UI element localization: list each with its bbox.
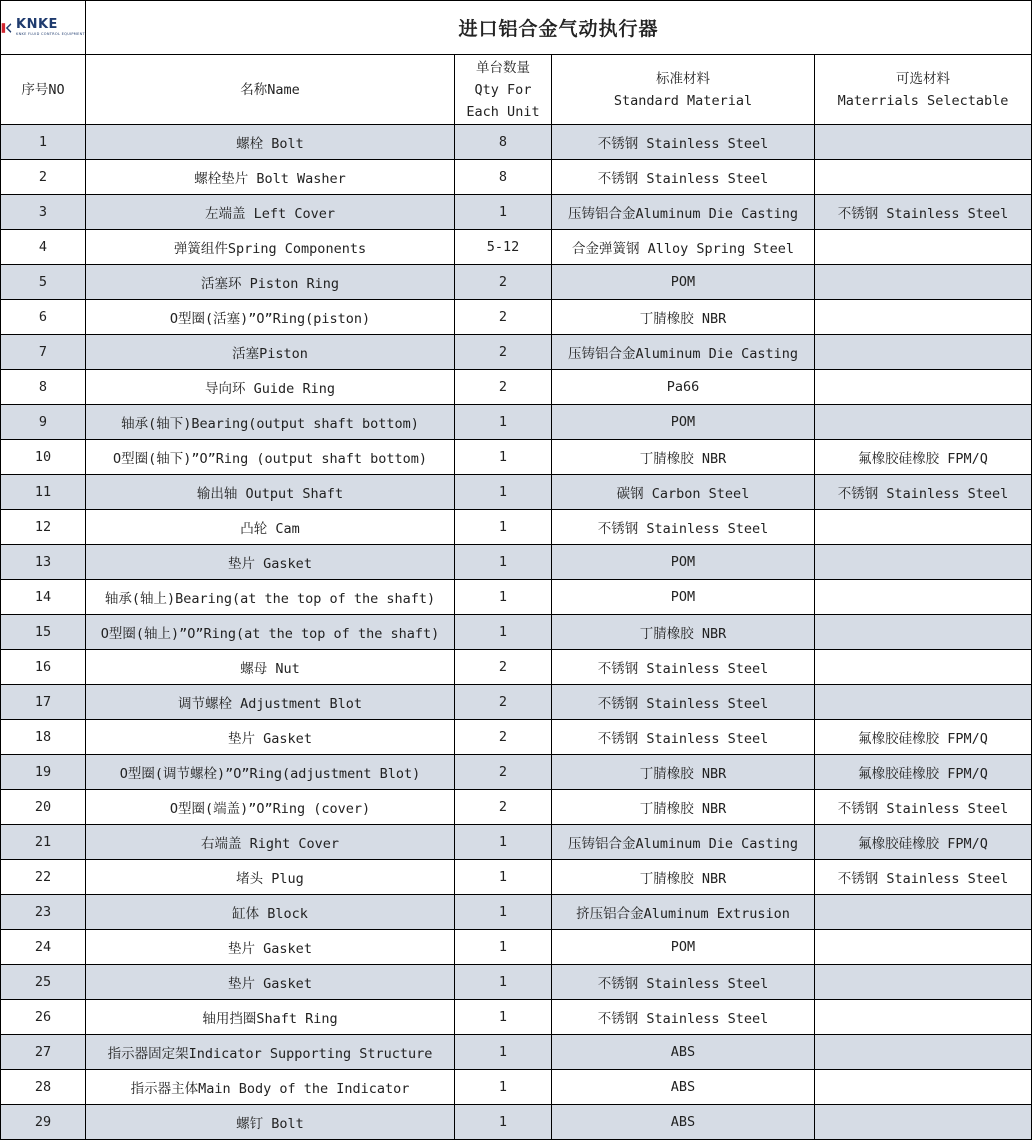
cell-optional-material [815,1105,1032,1140]
knke-logo-icon [1,20,12,36]
cell-no: 1 [1,125,86,160]
cell-standard-material: 碳钢 Carbon Steel [552,475,815,510]
table-row [1,440,1032,475]
cell-name: 活塞环 Piston Ring [86,265,455,300]
cell-standard-material: 不锈钢 Stainless Steel [552,160,815,195]
cell-qty: 1 [455,860,552,895]
cell-standard-material: ABS [552,1105,815,1140]
table-row [1,615,1032,650]
cell-no: 28 [1,1070,86,1105]
cell-optional-material [815,1000,1032,1035]
cell-qty: 5-12 [455,230,552,265]
cell-optional-material [815,300,1032,335]
cell-standard-material: POM [552,580,815,615]
cell-standard-material: 不锈钢 Stainless Steel [552,685,815,720]
cell-qty: 2 [455,790,552,825]
cell-qty: 8 [455,160,552,195]
table-row [1,685,1032,720]
cell-no: 13 [1,545,86,580]
cell-qty: 1 [455,580,552,615]
cell-optional-material: 氟橡胶硅橡胶 FPM/Q [815,755,1032,790]
table-row [1,510,1032,545]
logo-word: KNKE [16,17,58,33]
cell-no: 27 [1,1035,86,1070]
cell-no: 29 [1,1105,86,1140]
cell-standard-material: 不锈钢 Stainless Steel [552,650,815,685]
cell-optional-material [815,265,1032,300]
cell-optional-material [815,335,1032,370]
cell-no: 7 [1,335,86,370]
cell-no: 18 [1,720,86,755]
cell-standard-material: POM [552,265,815,300]
cell-name: 堵头 Plug [86,860,455,895]
table-row [1,650,1032,685]
knke-logo [1,18,85,37]
cell-qty: 1 [455,825,552,860]
cell-no: 4 [1,230,86,265]
cell-standard-material: ABS [552,1070,815,1105]
table-row [1,965,1032,1000]
header-standard-material [552,55,815,125]
cell-name: 螺钉 Bolt [86,1105,455,1140]
table-row [1,265,1032,300]
cell-name: 轴承(轴下)Bearing(output shaft bottom) [86,405,455,440]
cell-no: 9 [1,405,86,440]
cell-standard-material: POM [552,545,815,580]
table-row [1,475,1032,510]
header-opt-cn: 可选材料 [896,70,950,87]
cell-standard-material: 不锈钢 Stainless Steel [552,965,815,1000]
cell-name: 右端盖 Right Cover [86,825,455,860]
cell-name: 活塞Piston [86,335,455,370]
cell-qty: 1 [455,440,552,475]
cell-standard-material: POM [552,930,815,965]
cell-standard-material: 不锈钢 Stainless Steel [552,720,815,755]
table-row [1,860,1032,895]
cell-no: 14 [1,580,86,615]
cell-name: 螺栓垫片 Bolt Washer [86,160,455,195]
cell-no: 26 [1,1000,86,1035]
table-row [1,790,1032,825]
cell-qty: 2 [455,755,552,790]
cell-optional-material [815,405,1032,440]
table-row [1,720,1032,755]
cell-no: 15 [1,615,86,650]
cell-standard-material: 丁腈橡胶 NBR [552,440,815,475]
header-std-en: Standard Material [613,92,753,109]
cell-qty: 2 [455,650,552,685]
cell-standard-material: 压铸铝合金Aluminum Die Casting [552,825,815,860]
cell-standard-material: 压铸铝合金Aluminum Die Casting [552,335,815,370]
table-row [1,405,1032,440]
header-no: 序号NO [1,55,86,125]
cell-qty: 1 [455,1105,552,1140]
cell-name: 螺栓 Bolt [86,125,455,160]
cell-no: 11 [1,475,86,510]
table-row [1,825,1032,860]
cell-name: 凸轮 Cam [86,510,455,545]
cell-optional-material [815,230,1032,265]
table-row [1,1000,1032,1035]
cell-standard-material: 不锈钢 Stainless Steel [552,1000,815,1035]
cell-no: 20 [1,790,86,825]
cell-optional-material [815,685,1032,720]
cell-optional-material: 不锈钢 Stainless Steel [815,195,1032,230]
cell-optional-material: 不锈钢 Stainless Steel [815,475,1032,510]
header-std-cn: 标准材料 [656,70,710,87]
cell-qty: 1 [455,405,552,440]
table-row [1,1070,1032,1105]
cell-standard-material: 不锈钢 Stainless Steel [552,510,815,545]
cell-name: O型圈(轴上)”O”Ring(at the top of the shaft) [86,615,455,650]
cell-qty: 1 [455,1070,552,1105]
cell-qty: 2 [455,685,552,720]
table-row [1,300,1032,335]
title-row [1,1,1032,55]
cell-name: 调节螺栓 Adjustment Blot [86,685,455,720]
cell-qty: 1 [455,510,552,545]
cell-name: O型圈(活塞)”O”Ring(piston) [86,300,455,335]
cell-qty: 1 [455,475,552,510]
cell-name: 缸体 Block [86,895,455,930]
cell-qty: 1 [455,965,552,1000]
cell-qty: 2 [455,720,552,755]
table-row [1,755,1032,790]
cell-name: 垫片 Gasket [86,545,455,580]
table-row [1,545,1032,580]
cell-optional-material: 氟橡胶硅橡胶 FPM/Q [815,440,1032,475]
cell-qty: 1 [455,545,552,580]
cell-qty: 2 [455,335,552,370]
cell-optional-material [815,1070,1032,1105]
table-row [1,1035,1032,1070]
cell-name: O型圈(调节螺栓)”O”Ring(adjustment Blot) [86,755,455,790]
cell-no: 5 [1,265,86,300]
table-row [1,1105,1032,1140]
cell-name: 弹簧组件Spring Components [86,230,455,265]
cell-name: 垫片 Gasket [86,965,455,1000]
header-optional-material [815,55,1032,125]
cell-qty: 1 [455,1035,552,1070]
cell-qty: 1 [455,1000,552,1035]
cell-no: 6 [1,300,86,335]
cell-optional-material: 不锈钢 Stainless Steel [815,860,1032,895]
cell-optional-material [815,580,1032,615]
cell-name: 螺母 Nut [86,650,455,685]
header-opt-en: Materrials Selectable [837,92,1009,109]
cell-standard-material: ABS [552,1035,815,1070]
header-qty-cn: 单台数量 [476,59,530,76]
cell-name: 指示器主体Main Body of the Indicator [86,1070,455,1105]
cell-qty: 1 [455,615,552,650]
table-row [1,930,1032,965]
table-row [1,230,1032,265]
cell-qty: 2 [455,300,552,335]
cell-standard-material: POM [552,405,815,440]
cell-standard-material: Pa66 [552,370,815,405]
cell-standard-material: 不锈钢 Stainless Steel [552,125,815,160]
cell-name: 轴承(轴上)Bearing(at the top of the shaft) [86,580,455,615]
cell-name: 导向环 Guide Ring [86,370,455,405]
cell-standard-material: 丁腈橡胶 NBR [552,860,815,895]
logo-tagline: KNKE FLUID CONTROL EQUIPMENT [16,32,85,37]
cell-standard-material: 丁腈橡胶 NBR [552,300,815,335]
cell-no: 21 [1,825,86,860]
cell-qty: 8 [455,125,552,160]
cell-optional-material [815,1035,1032,1070]
cell-optional-material [815,545,1032,580]
cell-standard-material: 挤压铝合金Aluminum Extrusion [552,895,815,930]
cell-name: 垫片 Gasket [86,720,455,755]
cell-no: 2 [1,160,86,195]
cell-no: 12 [1,510,86,545]
cell-optional-material: 氟橡胶硅橡胶 FPM/Q [815,825,1032,860]
table-title: 进口铝合金气动执行器 [86,1,1032,55]
cell-optional-material [815,615,1032,650]
cell-standard-material: 丁腈橡胶 NBR [552,790,815,825]
table-row [1,895,1032,930]
cell-standard-material: 合金弹簧钢 Alloy Spring Steel [552,230,815,265]
cell-name: 左端盖 Left Cover [86,195,455,230]
cell-no: 3 [1,195,86,230]
cell-qty: 1 [455,195,552,230]
cell-optional-material: 氟橡胶硅橡胶 FPM/Q [815,720,1032,755]
cell-qty: 2 [455,370,552,405]
cell-standard-material: 丁腈橡胶 NBR [552,755,815,790]
cell-no: 24 [1,930,86,965]
parts-body [1,125,1032,1140]
cell-no: 22 [1,860,86,895]
table-row [1,370,1032,405]
cell-optional-material [815,125,1032,160]
cell-name: O型圈(端盖)”O”Ring (cover) [86,790,455,825]
cell-no: 8 [1,370,86,405]
cell-name: 指示器固定架Indicator Supporting Structure [86,1035,455,1070]
cell-optional-material [815,370,1032,405]
cell-no: 23 [1,895,86,930]
cell-name: 垫片 Gasket [86,930,455,965]
cell-name: 输出轴 Output Shaft [86,475,455,510]
cell-no: 25 [1,965,86,1000]
table-row [1,195,1032,230]
header-row [1,55,1032,125]
cell-qty: 1 [455,895,552,930]
cell-standard-material: 丁腈橡胶 NBR [552,615,815,650]
header-qty-en2: Each Unit [466,103,540,120]
cell-optional-material [815,895,1032,930]
cell-optional-material [815,160,1032,195]
cell-no: 19 [1,755,86,790]
cell-name: O型圈(轴下)”O”Ring (output shaft bottom) [86,440,455,475]
cell-qty: 1 [455,930,552,965]
cell-no: 10 [1,440,86,475]
cell-standard-material: 压铸铝合金Aluminum Die Casting [552,195,815,230]
table-row [1,160,1032,195]
cell-optional-material [815,650,1032,685]
logo-cell [1,1,86,55]
table-row [1,125,1032,160]
header-name: 名称Name [86,55,455,125]
table-row [1,580,1032,615]
cell-no: 17 [1,685,86,720]
cell-name: 轴用挡圈Shaft Ring [86,1000,455,1035]
header-qty [455,55,552,125]
cell-optional-material [815,930,1032,965]
cell-optional-material [815,965,1032,1000]
cell-optional-material [815,510,1032,545]
header-qty-en1: Qty For [474,81,532,98]
cell-no: 16 [1,650,86,685]
cell-optional-material: 不锈钢 Stainless Steel [815,790,1032,825]
table-row [1,335,1032,370]
cell-qty: 2 [455,265,552,300]
